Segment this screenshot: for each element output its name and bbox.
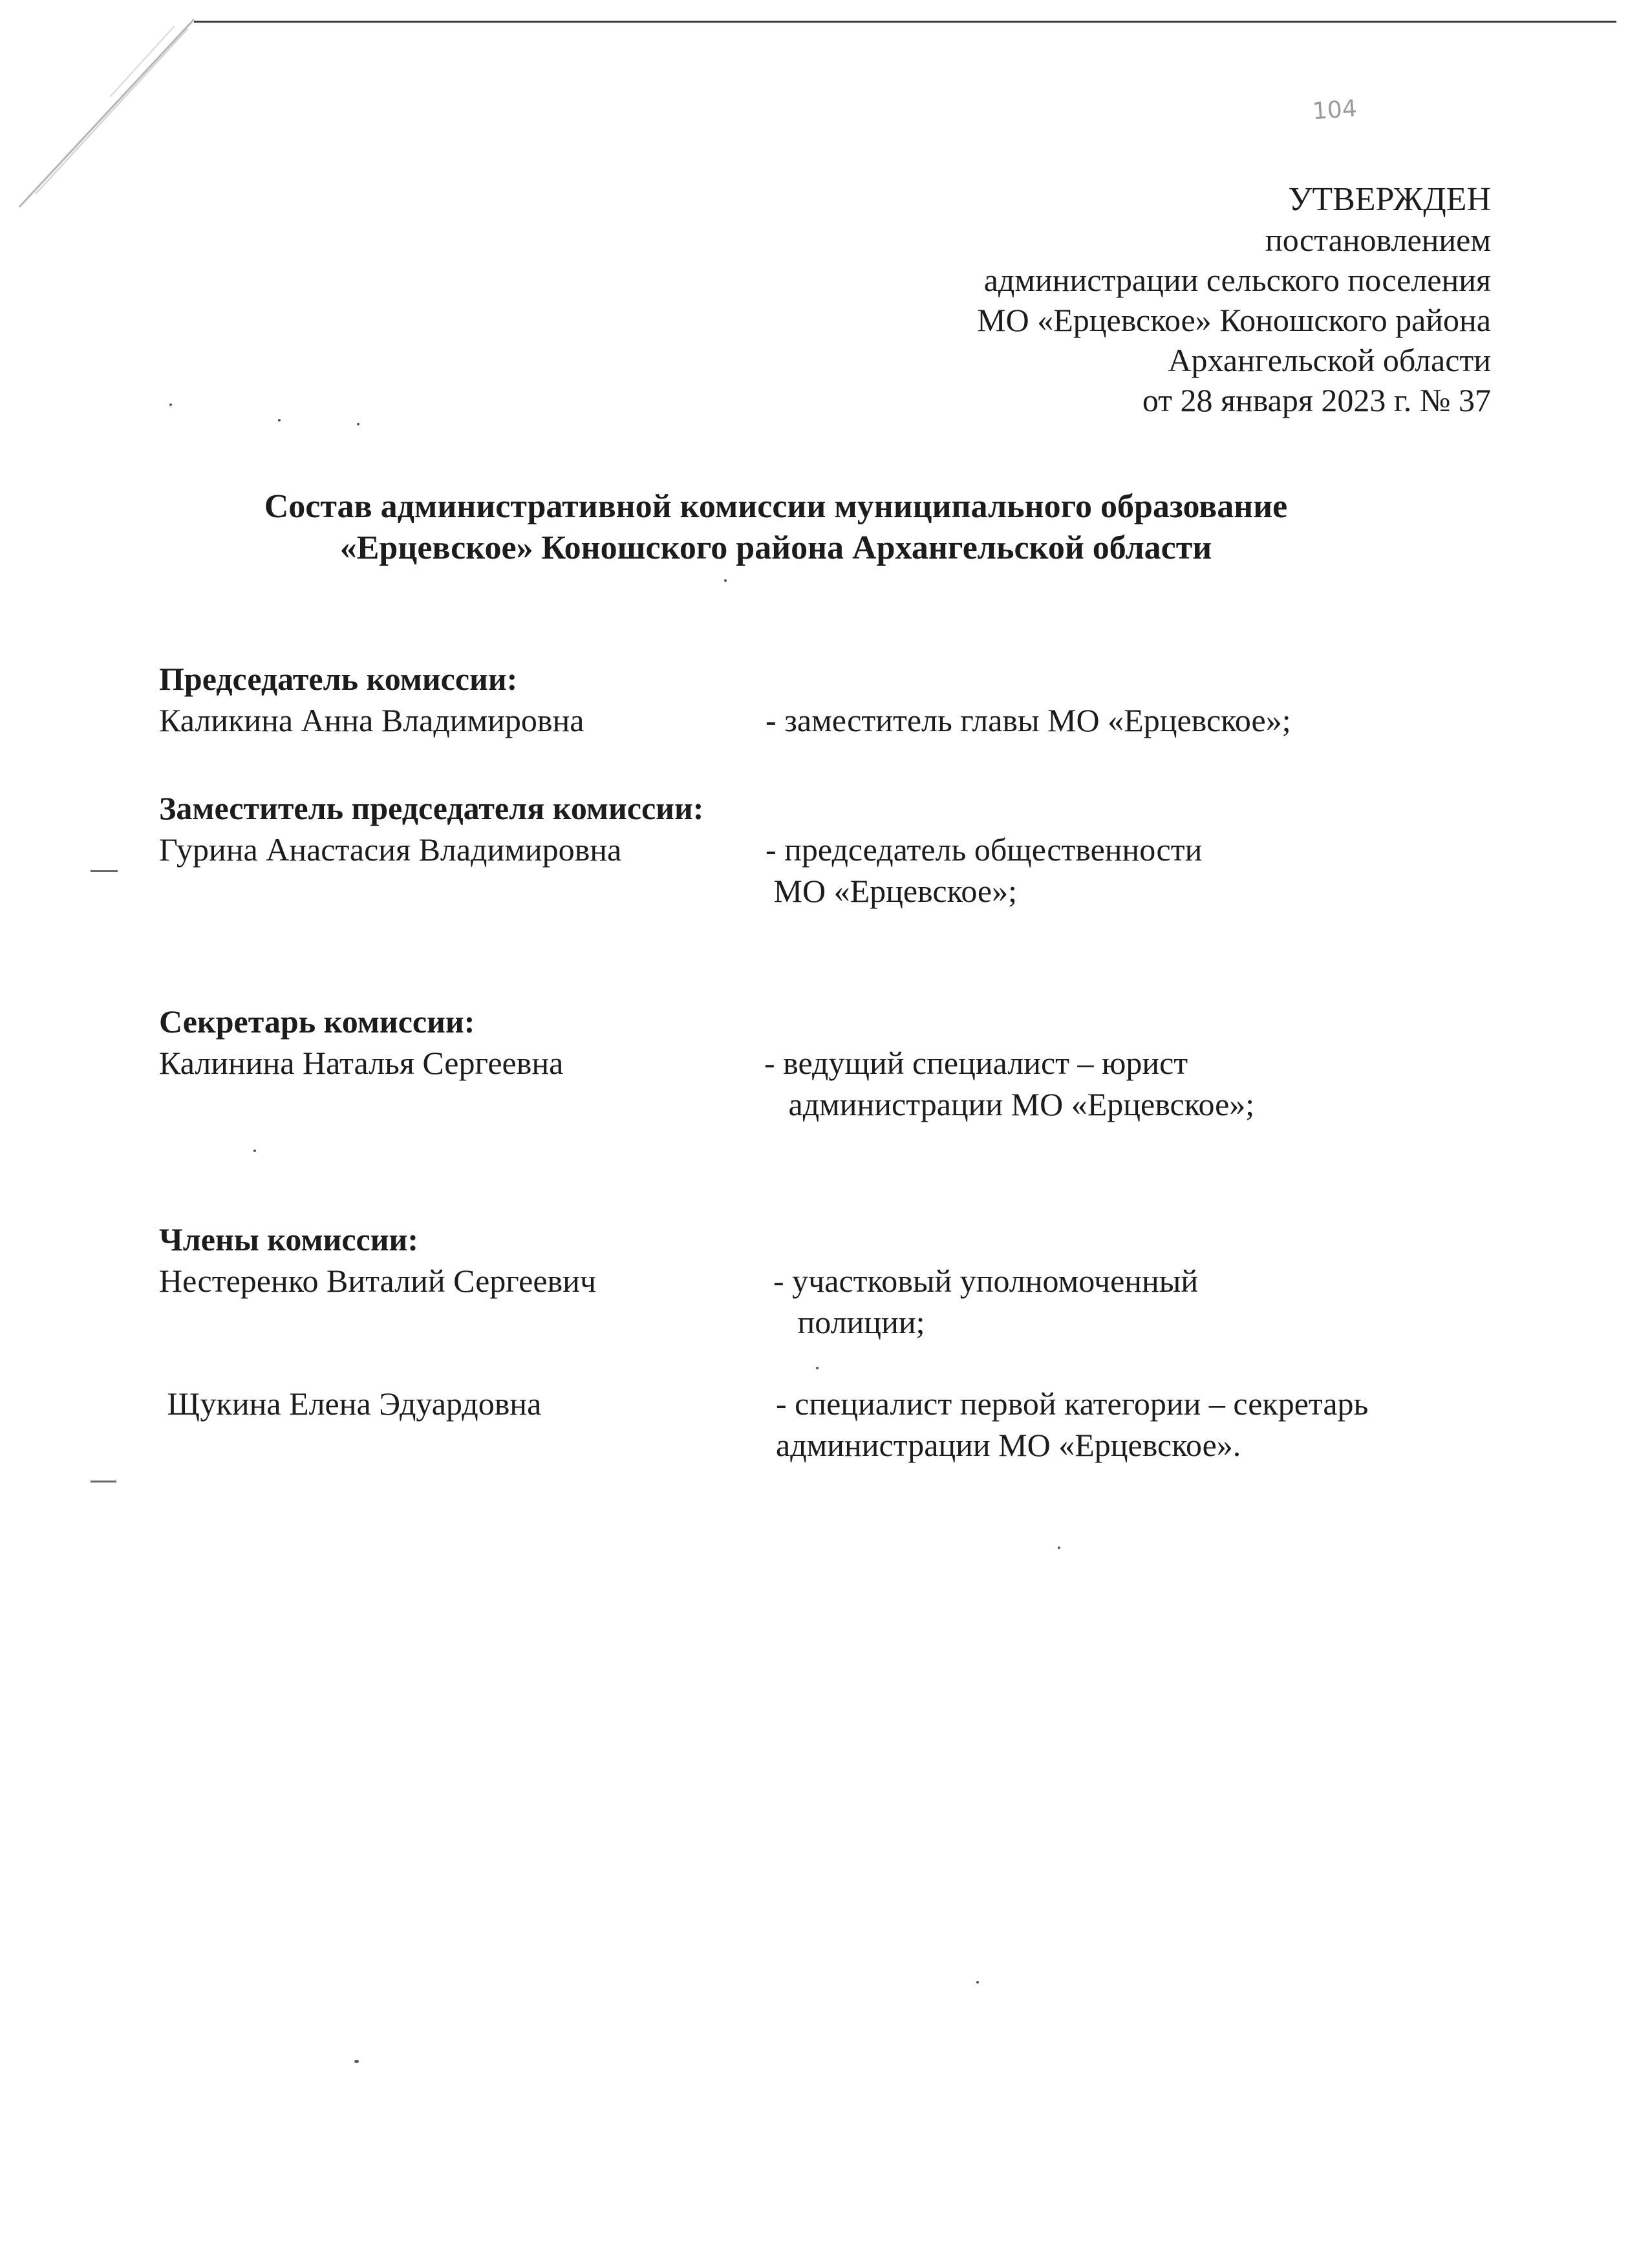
scan-speck — [724, 579, 727, 582]
scan-speck — [253, 1150, 256, 1152]
member-role-line: администрации МО «Ерцевское»; — [764, 1086, 1255, 1122]
scan-speck — [976, 1981, 979, 1984]
approval-block — [586, 180, 1491, 420]
scan-artifact — [91, 1481, 116, 1482]
document-title — [103, 486, 1448, 569]
section-members — [159, 1219, 1517, 1466]
title-line-2: «Ерцевское» Коношского района Архангельской области — [339, 530, 1212, 566]
section-heading: Члены комиссии: — [159, 1221, 419, 1257]
scan-fold-corner — [0, 0, 207, 220]
member-name: Каликина Анна Владимировна — [159, 702, 584, 738]
member-role — [766, 829, 1202, 912]
scan-speck — [278, 419, 281, 422]
handwritten-page-mark: 104 — [1311, 95, 1358, 125]
member-role-line: - участковый уполномоченный — [773, 1263, 1199, 1299]
member-role — [776, 1383, 1368, 1466]
member-role-line: - ведущий специалист – юрист — [764, 1045, 1188, 1081]
member-row — [159, 829, 1517, 912]
member-name: Гурина Анастасия Владимировна — [159, 831, 622, 868]
title-line-1: Состав административной комиссии муниципального образование — [264, 488, 1288, 525]
scan-artifact — [91, 870, 118, 872]
member-name: Щукина Елена Эдуардовна — [159, 1385, 542, 1422]
approval-line: постановлением — [1265, 222, 1491, 258]
member-role-line: - специалист первой категории – секретарь — [776, 1385, 1369, 1422]
member-name: Калинина Наталья Сергеевна — [159, 1045, 564, 1081]
member-row — [159, 1042, 1517, 1125]
member-role-line: - председатель общественности — [766, 831, 1203, 868]
scan-edge-line — [194, 21, 1616, 23]
approval-title: УТВЕРЖДЕН — [1288, 181, 1491, 218]
member-name: Нестеренко Виталий Сергеевич — [159, 1263, 597, 1299]
scan-speck — [169, 403, 172, 406]
section-heading: Секретарь комиссии: — [159, 1003, 475, 1040]
approval-line: Архангельской области — [1168, 342, 1491, 378]
scan-speck — [357, 423, 359, 425]
section-heading: Заместитель председателя комиссии: — [159, 790, 704, 826]
member-role-line: - заместитель главы МО «Ерцевское»; — [766, 702, 1291, 738]
member-row — [159, 700, 1517, 741]
scan-speck — [354, 2060, 359, 2063]
approval-date-line: от 28 января 2023 г. № 37 — [1142, 382, 1491, 418]
member-role-line: полиции; — [773, 1304, 925, 1340]
member-role — [766, 700, 1291, 741]
section-heading: Председатель комиссии: — [159, 661, 518, 697]
member-row — [159, 1383, 1517, 1466]
section-chairman — [159, 658, 1517, 741]
member-role-line: МО «Ерцевское»; — [766, 873, 1018, 909]
approval-line: МО «Ерцевское» Коношского района — [977, 302, 1491, 338]
section-deputy-chairman — [159, 787, 1517, 912]
approval-line: администрации сельского поселения — [983, 262, 1491, 298]
member-role-line: администрации МО «Ерцевское». — [776, 1427, 1241, 1463]
member-row — [159, 1260, 1517, 1383]
section-secretary — [159, 1001, 1517, 1125]
scan-speck — [816, 1367, 819, 1369]
member-role — [773, 1260, 1198, 1343]
scan-speck — [1058, 1546, 1060, 1549]
member-role — [764, 1042, 1254, 1125]
